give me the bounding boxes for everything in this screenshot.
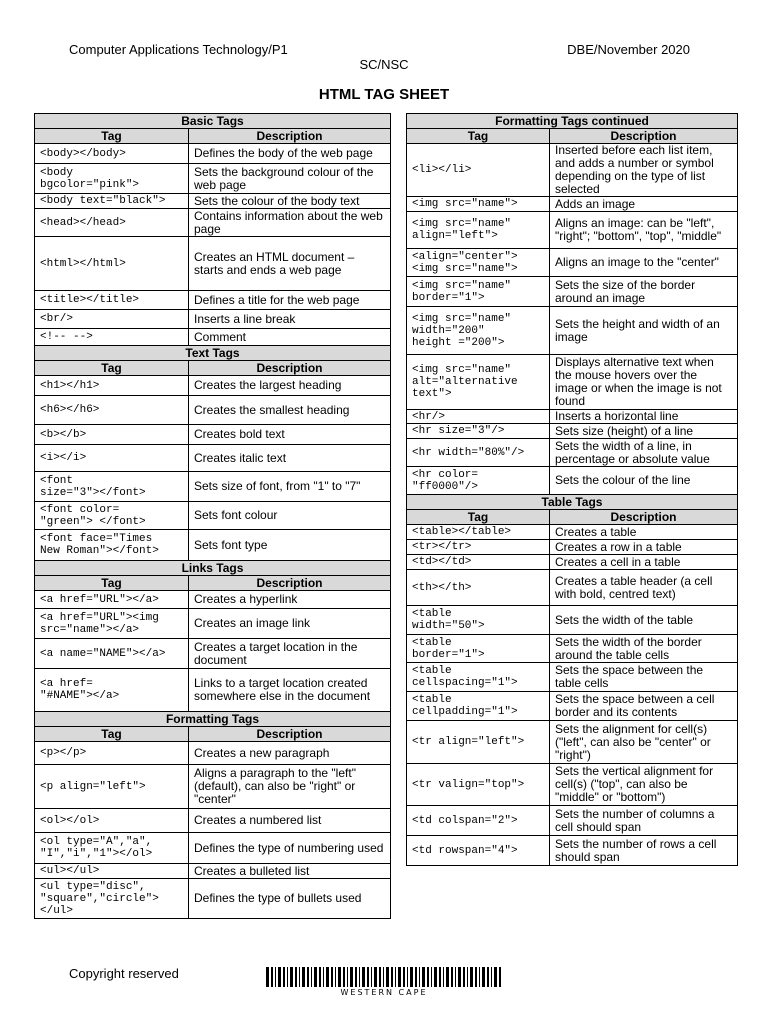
description-cell: Creates a hyperlink xyxy=(189,591,391,609)
description-cell: Sets the width of the table xyxy=(550,606,738,635)
barcode-bar xyxy=(287,967,288,987)
description-cell: Creates a table xyxy=(550,525,738,540)
column-header-description: Description xyxy=(550,129,738,144)
description-cell: Links to a target location created somewhere else in the document xyxy=(189,669,391,712)
header-subject: Computer Applications Technology/P1 xyxy=(69,42,288,57)
table-row xyxy=(407,307,738,355)
barcode-bar xyxy=(415,967,417,987)
section-title: Formatting Tags xyxy=(35,712,391,727)
tag-cell: <img src="name" width="200" height ="200"> xyxy=(407,307,550,355)
table-row xyxy=(35,809,391,833)
barcode-bar xyxy=(398,967,401,987)
tag-cell: <br/> xyxy=(35,310,189,329)
section-title-row xyxy=(35,114,391,129)
barcode-caption: WESTERN CAPE xyxy=(340,988,428,997)
description-cell: Sets the height and width of an image xyxy=(550,307,738,355)
tag-cell: <img src="name"> xyxy=(407,197,550,212)
tag-cell: <table></table> xyxy=(407,525,550,540)
table-row xyxy=(35,591,391,609)
column-header-row xyxy=(35,576,391,591)
header-level: SC/NSC xyxy=(359,57,409,72)
left-tag-panel xyxy=(34,113,391,919)
tag-cell: <hr/> xyxy=(407,410,550,424)
description-cell: Adds an image xyxy=(550,197,738,212)
barcode-bar xyxy=(443,967,444,987)
barcode-bar xyxy=(386,967,389,987)
barcode-bar xyxy=(338,967,341,987)
section-title-row xyxy=(35,561,391,576)
column-header-tag: Tag xyxy=(407,510,550,525)
section-title: Text Tags xyxy=(35,346,391,361)
description-cell: Comment xyxy=(189,329,391,346)
tag-cell: <hr color= "ff0000"/> xyxy=(407,467,550,495)
barcode-bar xyxy=(379,967,381,987)
section-title: Table Tags xyxy=(407,495,738,510)
tag-cell: <td rowspan="4"> xyxy=(407,836,550,866)
table-row xyxy=(35,472,391,502)
description-cell: Aligns a paragraph to the "left" (default), can also be "right" or "center" xyxy=(189,765,391,809)
tag-cell: <p align="left"> xyxy=(35,765,189,809)
barcode-bar xyxy=(395,967,396,987)
table-row xyxy=(35,329,391,346)
barcode-bar xyxy=(451,967,453,987)
description-cell: Creates a cell in a table xyxy=(550,555,738,570)
description-cell: Creates a numbered list xyxy=(189,809,391,833)
tag-cell: <ul></ul> xyxy=(35,864,189,879)
description-cell: Inserted before each list item, and adds a number or symbol depending on the type of list selected xyxy=(550,144,738,197)
tag-cell: <h1></h1> xyxy=(35,376,189,396)
tag-cell: <th></th> xyxy=(407,570,550,606)
barcode-bar xyxy=(307,967,309,987)
barcode-bar xyxy=(283,967,285,987)
description-cell: Defines the type of numbering used xyxy=(189,833,391,864)
tag-cell: <head></head> xyxy=(35,209,189,237)
page-title: HTML TAG SHEET xyxy=(318,86,450,103)
barcode-bar xyxy=(446,967,449,987)
barcode-bar xyxy=(475,967,477,987)
table-row xyxy=(35,864,391,879)
barcode-bar xyxy=(407,967,408,987)
barcode-bar xyxy=(439,967,441,987)
barcode-bar xyxy=(335,967,336,987)
tag-cell: <html></html> xyxy=(35,237,189,291)
description-cell: Aligns an image to the "center" xyxy=(550,249,738,277)
tag-cell: <img src="name" alt="alternative text"> xyxy=(407,355,550,410)
tag-cell: <font size="3"></font> xyxy=(35,472,189,502)
barcode-bar xyxy=(290,967,293,987)
description-cell: Sets the vertical alignment for cell(s) ("top", can also be "middle" or "bottom") xyxy=(550,764,738,806)
barcode-bar xyxy=(491,967,492,987)
table-row xyxy=(35,144,391,164)
barcode-bar xyxy=(367,967,369,987)
section-title: Formatting Tags continued xyxy=(407,114,738,129)
barcode-bar xyxy=(482,967,485,987)
table-row xyxy=(35,833,391,864)
barcode-bar xyxy=(311,967,312,987)
table-row xyxy=(407,663,738,692)
description-cell: Creates the largest heading xyxy=(189,376,391,396)
column-header-description: Description xyxy=(550,510,738,525)
table-row xyxy=(407,277,738,307)
table-row xyxy=(407,212,738,249)
column-header-description: Description xyxy=(189,576,391,591)
barcode-bar xyxy=(434,967,437,987)
column-header-description: Description xyxy=(189,129,391,144)
copyright-notice: Copyright reserved xyxy=(69,966,179,981)
barcode-bar xyxy=(427,967,429,987)
column-header-tag: Tag xyxy=(35,576,189,591)
barcode-bar xyxy=(479,967,480,987)
right-tag-table xyxy=(406,113,738,866)
tag-cell: <table cellspacing="1"> xyxy=(407,663,550,692)
table-row xyxy=(35,376,391,396)
tag-cell: <align="center"> <img src="name"> xyxy=(407,249,550,277)
table-row xyxy=(35,669,391,712)
table-row xyxy=(407,249,738,277)
description-cell: Inserts a line break xyxy=(189,310,391,329)
table-row xyxy=(407,836,738,866)
description-cell: Sets the space between the table cells xyxy=(550,663,738,692)
table-row xyxy=(35,445,391,472)
barcode-bar xyxy=(331,967,333,987)
barcode-bar xyxy=(271,967,273,987)
barcode-bar xyxy=(403,967,405,987)
description-cell: Displays alternative text when the mouse hovers over the image or when the image is not found xyxy=(550,355,738,410)
column-header-tag: Tag xyxy=(35,361,189,376)
tag-cell: <td></td> xyxy=(407,555,550,570)
barcode-bar xyxy=(499,967,501,987)
description-cell: Sets the width of a line, in percentage or absolute value xyxy=(550,439,738,467)
column-header-row xyxy=(35,727,391,742)
barcode-bar xyxy=(494,967,497,987)
left-tag-table xyxy=(34,113,391,919)
column-header-row xyxy=(35,361,391,376)
section-title-row xyxy=(407,114,738,129)
table-row xyxy=(35,425,391,445)
table-row xyxy=(35,291,391,310)
tag-cell: <!-- --> xyxy=(35,329,189,346)
description-cell: Sets the number of rows a cell should span xyxy=(550,836,738,866)
barcode-bar xyxy=(299,967,300,987)
description-cell: Sets size of font, from "1" to "7" xyxy=(189,472,391,502)
tag-cell: <p></p> xyxy=(35,742,189,765)
description-cell: Sets font colour xyxy=(189,502,391,530)
description-cell: Creates a new paragraph xyxy=(189,742,391,765)
tag-cell: <ol></ol> xyxy=(35,809,189,833)
tag-cell: <li></li> xyxy=(407,144,550,197)
column-header-tag: Tag xyxy=(35,727,189,742)
tag-cell: <h6></h6> xyxy=(35,396,189,425)
table-row xyxy=(407,806,738,836)
table-row xyxy=(407,764,738,806)
barcode-bar xyxy=(275,967,276,987)
barcode-bar xyxy=(266,967,269,987)
barcode-bar xyxy=(470,967,473,987)
description-cell: Defines the type of bullets used xyxy=(189,879,391,919)
description-cell: Creates a bulleted list xyxy=(189,864,391,879)
table-row xyxy=(35,530,391,561)
barcode-bar xyxy=(295,967,297,987)
table-row xyxy=(407,144,738,197)
description-cell: Sets the width of the border around the table cells xyxy=(550,635,738,663)
tag-cell: <font face="Times New Roman"></font> xyxy=(35,530,189,561)
description-cell: Creates bold text xyxy=(189,425,391,445)
description-cell: Aligns an image: can be "left", "right"; "bottom", "top", "middle" xyxy=(550,212,738,249)
barcode-bar xyxy=(326,967,329,987)
table-row xyxy=(35,194,391,209)
tag-cell: <font color= "green"> </font> xyxy=(35,502,189,530)
description-cell: Sets the background colour of the web page xyxy=(189,164,391,194)
description-cell: Contains information about the web page xyxy=(189,209,391,237)
description-cell: Creates a target location in the document xyxy=(189,639,391,669)
description-cell: Creates italic text xyxy=(189,445,391,472)
description-cell: Sets size (height) of a line xyxy=(550,424,738,439)
barcode-bar xyxy=(350,967,353,987)
tag-cell: <a href="URL"></a> xyxy=(35,591,189,609)
right-tag-panel xyxy=(406,113,738,866)
barcode-bar xyxy=(391,967,393,987)
table-row xyxy=(407,410,738,424)
description-cell: Sets the colour of the body text xyxy=(189,194,391,209)
barcode-bar xyxy=(323,967,324,987)
table-row xyxy=(407,555,738,570)
barcode-bar xyxy=(455,967,456,987)
table-row xyxy=(407,355,738,410)
table-row xyxy=(35,396,391,425)
tag-cell: <img src="name" align="left"> xyxy=(407,212,550,249)
tag-cell: <title></title> xyxy=(35,291,189,310)
barcode-bar xyxy=(410,967,413,987)
table-row xyxy=(407,635,738,663)
barcode-bar xyxy=(314,967,317,987)
tag-cell: <b></b> xyxy=(35,425,189,445)
table-row xyxy=(35,639,391,669)
barcode-bar xyxy=(347,967,348,987)
section-title-row xyxy=(407,495,738,510)
table-row xyxy=(407,424,738,439)
column-header-row xyxy=(407,129,738,144)
table-row xyxy=(407,606,738,635)
table-row xyxy=(407,570,738,606)
barcode-bar xyxy=(278,967,281,987)
table-row xyxy=(407,197,738,212)
table-row xyxy=(35,609,391,639)
tag-cell: <ul type="disc", "square","circle"> </ul> xyxy=(35,879,189,919)
barcode-bar xyxy=(302,967,305,987)
section-title: Basic Tags xyxy=(35,114,391,129)
column-header-row xyxy=(407,510,738,525)
tag-cell: <ol type="A","a", "I","i","1"></ol> xyxy=(35,833,189,864)
section-title-row xyxy=(35,346,391,361)
description-cell: Sets font type xyxy=(189,530,391,561)
barcode-bar xyxy=(359,967,360,987)
table-row xyxy=(407,540,738,555)
description-cell: Sets the size of the border around an image xyxy=(550,277,738,307)
table-row xyxy=(35,765,391,809)
description-cell: Creates the smallest heading xyxy=(189,396,391,425)
tag-cell: <a href= "#NAME"></a> xyxy=(35,669,189,712)
column-header-description: Description xyxy=(189,727,391,742)
barcode-bar xyxy=(419,967,420,987)
table-row xyxy=(35,742,391,765)
description-cell: Creates an HTML document – starts and ends a web page xyxy=(189,237,391,291)
tag-cell: <body bgcolor="pink"> xyxy=(35,164,189,194)
column-header-description: Description xyxy=(189,361,391,376)
table-row xyxy=(407,439,738,467)
table-row xyxy=(407,692,738,721)
description-cell: Creates a table header (a cell with bold, centred text) xyxy=(550,570,738,606)
tag-cell: <i></i> xyxy=(35,445,189,472)
description-cell: Defines a title for the web page xyxy=(189,291,391,310)
description-cell: Sets the alignment for cell(s) ("left", can also be "center" or "right") xyxy=(550,721,738,764)
description-cell: Inserts a horizontal line xyxy=(550,410,738,424)
tag-cell: <tr valign="top"> xyxy=(407,764,550,806)
barcode-bar xyxy=(458,967,461,987)
tag-cell: <tr align="left"> xyxy=(407,721,550,764)
barcode-bar xyxy=(431,967,432,987)
description-cell: Sets the colour of the line xyxy=(550,467,738,495)
barcode-bar xyxy=(487,967,489,987)
table-row xyxy=(35,879,391,919)
barcode-bar xyxy=(467,967,468,987)
column-header-tag: Tag xyxy=(35,129,189,144)
barcode-bar xyxy=(383,967,384,987)
barcode-bar xyxy=(362,967,365,987)
table-row xyxy=(35,164,391,194)
description-cell: Defines the body of the web page xyxy=(189,144,391,164)
header-date: DBE/November 2020 xyxy=(567,42,690,57)
description-cell: Sets the number of columns a cell should span xyxy=(550,806,738,836)
barcode-image xyxy=(266,967,502,987)
barcode-bar xyxy=(463,967,465,987)
barcode-bar xyxy=(422,967,425,987)
tag-cell: <img src="name" border="1"> xyxy=(407,277,550,307)
table-row xyxy=(407,721,738,764)
barcode-bar xyxy=(371,967,372,987)
section-title-row xyxy=(35,712,391,727)
description-cell: Sets the space between a cell border and its contents xyxy=(550,692,738,721)
description-cell: Creates an image link xyxy=(189,609,391,639)
tag-cell: <td colspan="2"> xyxy=(407,806,550,836)
barcode-bar xyxy=(319,967,321,987)
table-row xyxy=(407,525,738,540)
tag-cell: <a href="URL"><img src="name"></a> xyxy=(35,609,189,639)
table-row xyxy=(35,502,391,530)
tag-cell: <body></body> xyxy=(35,144,189,164)
table-row xyxy=(407,467,738,495)
barcode-bar xyxy=(374,967,377,987)
tag-cell: <body text="black"> xyxy=(35,194,189,209)
table-row xyxy=(35,310,391,329)
tag-cell: <hr width="80%"/> xyxy=(407,439,550,467)
barcode-bar xyxy=(343,967,345,987)
tag-cell: <table cellpadding="1"> xyxy=(407,692,550,721)
table-row xyxy=(35,237,391,291)
description-cell: Creates a row in a table xyxy=(550,540,738,555)
tag-cell: <table width="50"> xyxy=(407,606,550,635)
tag-cell: <table border="1"> xyxy=(407,635,550,663)
tag-cell: <hr size="3"/> xyxy=(407,424,550,439)
tag-cell: <a name="NAME"></a> xyxy=(35,639,189,669)
barcode-bar xyxy=(355,967,357,987)
tag-cell: <tr></tr> xyxy=(407,540,550,555)
section-title: Links Tags xyxy=(35,561,391,576)
column-header-tag: Tag xyxy=(407,129,550,144)
table-row xyxy=(35,209,391,237)
column-header-row xyxy=(35,129,391,144)
